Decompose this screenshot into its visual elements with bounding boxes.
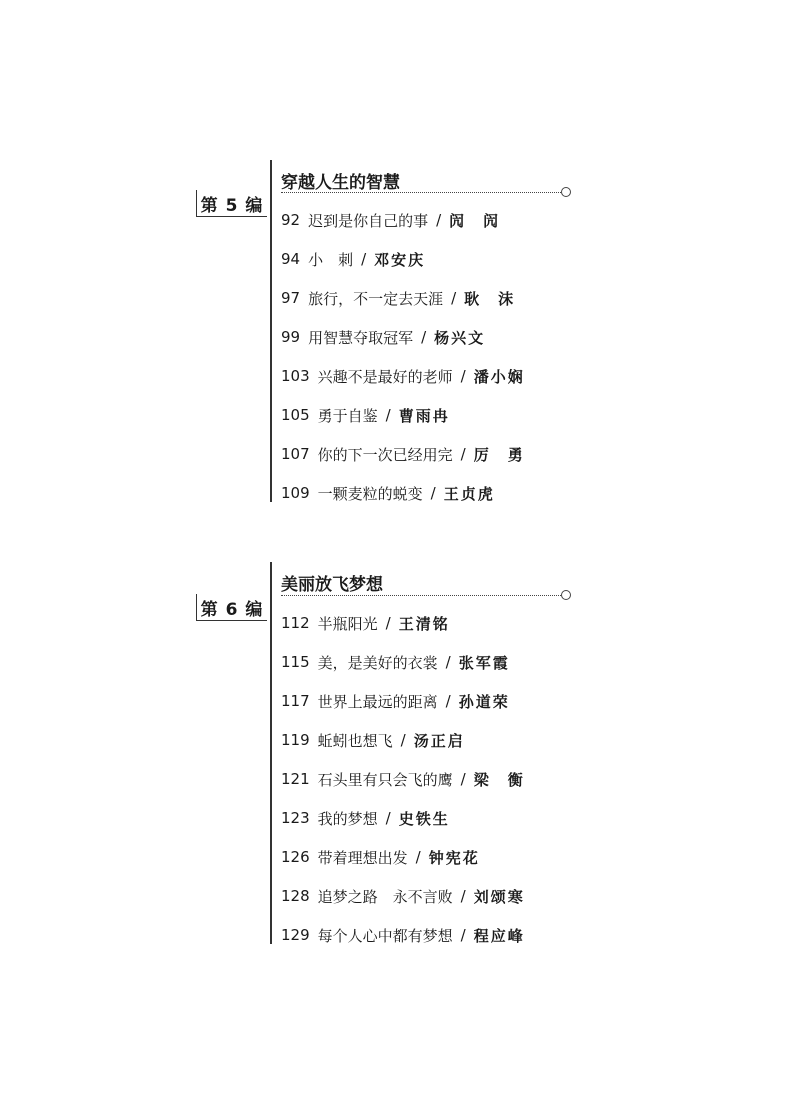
toc-entry[interactable] <box>281 365 525 387</box>
section-badge: 第 6 编 <box>196 594 267 621</box>
page-number: 105 <box>281 406 310 424</box>
toc-entry[interactable] <box>281 248 425 270</box>
entry-title: 你的下一次已经用完 <box>317 445 453 464</box>
entry-author: 史铁生 <box>398 809 450 828</box>
separator: / <box>415 848 421 866</box>
separator: / <box>445 692 451 710</box>
toc-entry[interactable] <box>281 404 450 426</box>
page-number: 103 <box>281 367 310 385</box>
separator: / <box>460 445 466 463</box>
entry-title: 用智慧夺取冠军 <box>308 328 414 347</box>
toc-entry[interactable] <box>281 846 480 868</box>
page-number: 117 <box>281 692 310 710</box>
entry-title: 兴趣不是最好的老师 <box>317 367 453 386</box>
page-number: 119 <box>281 731 310 749</box>
separator: / <box>460 926 466 944</box>
toc-entry[interactable] <box>281 924 525 946</box>
separator: / <box>436 211 442 229</box>
entry-author: 程应峰 <box>473 926 525 945</box>
separator: / <box>460 770 466 788</box>
entry-author: 耿 沫 <box>464 289 516 308</box>
entry-title: 小 刺 <box>308 250 354 269</box>
entry-title: 带着理想出发 <box>317 848 408 867</box>
toc-entry[interactable] <box>281 482 495 504</box>
separator: / <box>385 614 391 632</box>
toc-entry[interactable] <box>281 287 515 309</box>
separator: / <box>451 289 457 307</box>
section-badge: 第 5 编 <box>196 190 267 217</box>
entry-title: 追梦之路 永不言败 <box>317 887 453 906</box>
dotted-divider <box>281 595 561 596</box>
divider-circle-icon <box>561 590 571 600</box>
entry-author: 厉 勇 <box>473 445 525 464</box>
page-number: 107 <box>281 445 310 463</box>
separator: / <box>421 328 427 346</box>
separator: / <box>385 809 391 827</box>
entry-title: 美，是美好的衣裳 <box>317 653 438 672</box>
entry-author: 邓安庆 <box>374 250 426 269</box>
entry-author: 孙道荣 <box>458 692 510 711</box>
section-title: 穿越人生的智慧 <box>281 173 400 193</box>
section-title: 美丽放飞梦想 <box>281 575 383 595</box>
separator: / <box>400 731 406 749</box>
toc-entry[interactable] <box>281 768 525 790</box>
page-number: 112 <box>281 614 310 632</box>
toc-entry[interactable] <box>281 729 465 751</box>
page-number: 126 <box>281 848 310 866</box>
divider-circle-icon <box>561 187 571 197</box>
page-number: 115 <box>281 653 310 671</box>
toc-entry[interactable] <box>281 326 485 348</box>
page-number: 97 <box>281 289 301 307</box>
page-number: 128 <box>281 887 310 905</box>
toc-entry[interactable] <box>281 651 510 673</box>
entry-author: 梁 衡 <box>473 770 525 789</box>
entry-title: 我的梦想 <box>317 809 378 828</box>
separator: / <box>460 367 466 385</box>
separator: / <box>460 887 466 905</box>
separator: / <box>445 653 451 671</box>
toc-entry[interactable] <box>281 807 450 829</box>
entry-title: 石头里有只会飞的鹰 <box>317 770 453 789</box>
entry-author: 王清铭 <box>398 614 450 633</box>
page-number: 121 <box>281 770 310 788</box>
entry-title: 每个人心中都有梦想 <box>317 926 453 945</box>
toc-entry[interactable] <box>281 885 525 907</box>
toc-entry[interactable] <box>281 690 510 712</box>
page-number: 109 <box>281 484 310 502</box>
dotted-divider <box>281 192 561 193</box>
entry-title: 旅行，不一定去天涯 <box>308 289 444 308</box>
section-rule <box>270 562 272 944</box>
toc-entry[interactable] <box>281 209 500 231</box>
entry-author: 杨兴文 <box>434 328 486 347</box>
page-number: 99 <box>281 328 301 346</box>
separator: / <box>385 406 391 424</box>
section-rule <box>270 160 272 502</box>
entry-author: 曹雨冉 <box>398 406 450 425</box>
entry-author: 闶 闶 <box>449 211 501 230</box>
entry-title: 蚯蚓也想飞 <box>317 731 393 750</box>
entry-title: 勇于自鉴 <box>317 406 378 425</box>
entry-title: 半瓶阳光 <box>317 614 378 633</box>
toc-entry[interactable] <box>281 443 525 465</box>
separator: / <box>361 250 367 268</box>
entry-title: 一颗麦粒的蜕变 <box>317 484 423 503</box>
toc-entry[interactable] <box>281 612 450 634</box>
page-number: 94 <box>281 250 301 268</box>
page-number: 123 <box>281 809 310 827</box>
entry-author: 潘小娴 <box>473 367 525 386</box>
entry-author: 王贞虎 <box>443 484 495 503</box>
entry-title: 迟到是你自己的事 <box>308 211 429 230</box>
entry-author: 刘颂寒 <box>473 887 525 906</box>
entry-author: 汤正启 <box>413 731 465 750</box>
entry-title: 世界上最远的距离 <box>317 692 438 711</box>
entry-author: 张军霞 <box>458 653 510 672</box>
entry-author: 钟宪花 <box>428 848 480 867</box>
page-number: 92 <box>281 211 301 229</box>
page-number: 129 <box>281 926 310 944</box>
separator: / <box>430 484 436 502</box>
